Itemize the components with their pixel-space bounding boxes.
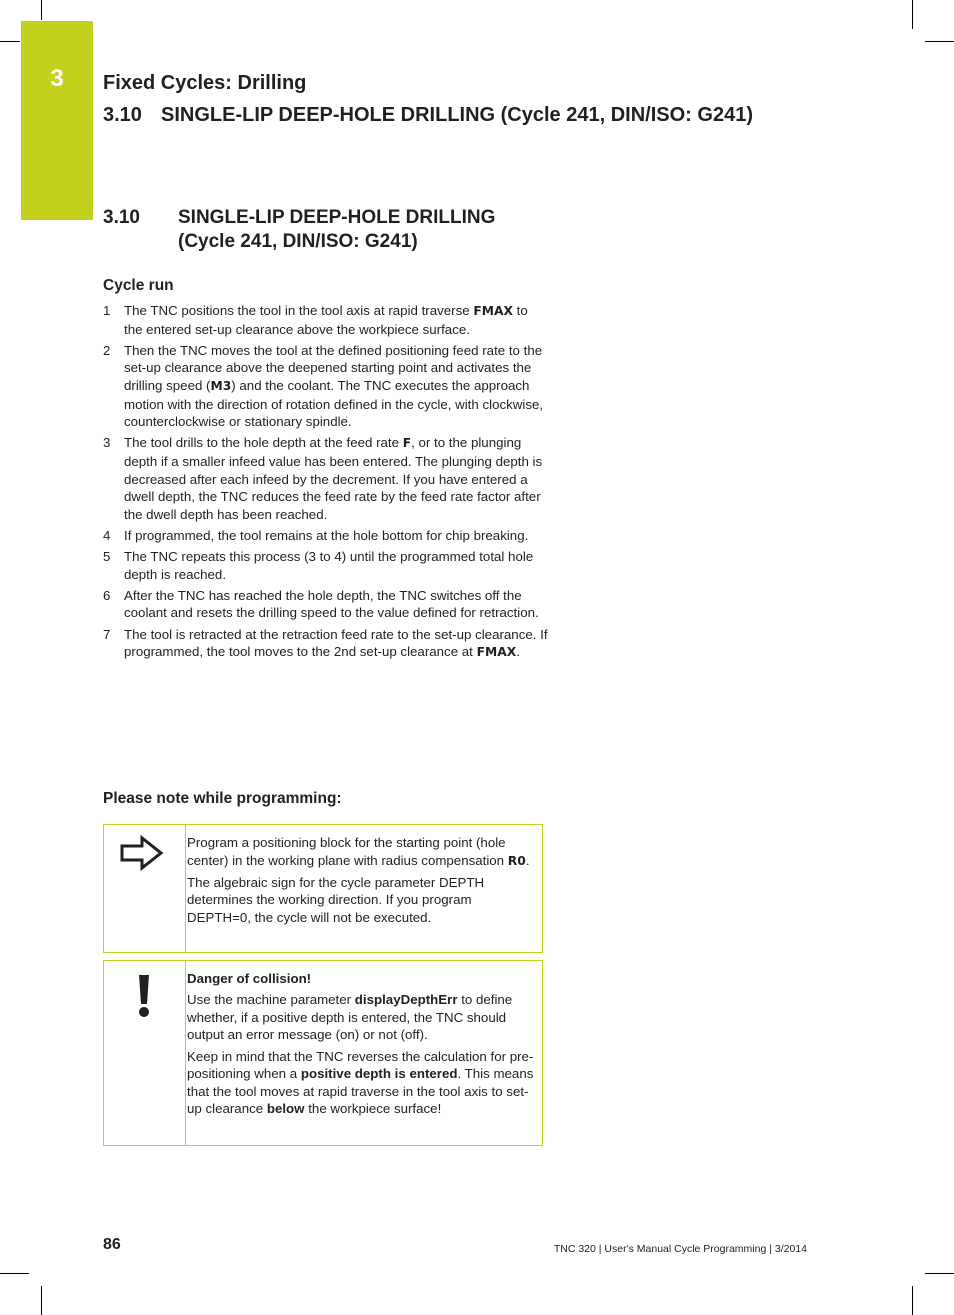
code-fmax: FMAX [476,645,517,660]
code-f: F [402,436,412,451]
code-m3: M3 [210,378,232,393]
running-header [103,104,753,127]
cycle-run-heading: Cycle run [103,277,174,294]
code-fmax: FMAX [473,304,513,318]
note-paragraph: Keep in mind that the TNC reverses the calculation for pre-positioning when a positive depth is entered. This means that the tool moves at rapid traverse in the tool axis to set-up clearance below the workpiece surface! [187,1048,534,1117]
list-item: 3 The tool drills to the hole depth at the feed rate F, or to the plunging depth if a smaller infeed value has been entered. The plunging depth is decreased after each infeed by the decrement. If you have entered a dwell depth, the TNC reduces the feed rate by the feed rate factor after the dwell depth has been reached. [103,435,543,522]
running-header-title: SINGLE-LIP DEEP-HOLE DRILLING (Cycle 241, DIN/ISO: G241) [161,104,753,126]
note-box-warning [103,960,543,1146]
crop-mark [41,0,42,20]
step-number: 3 [103,435,111,451]
list-item: 4 If programmed, the tool remains at the hole bottom for chip breaking. [103,527,529,543]
section-title-line2: (Cycle 241, DIN/ISO: G241) [178,231,418,252]
note-box-info [103,824,543,953]
crop-mark [925,1273,954,1274]
step-number: 1 [103,303,111,318]
note-divider [185,961,186,1145]
parameter-name: displayDepthErr [354,992,458,1008]
list-item: 5 The TNC repeats this process (3 to 4) until the programmed total hole depth is reached. [103,549,534,582]
crop-mark [912,0,913,29]
page-number: 86 [103,1236,121,1253]
chapter-title: Fixed Cycles: Drilling [103,72,307,94]
crop-mark [0,41,20,42]
crop-mark [912,1286,913,1315]
crop-mark [925,41,954,42]
note-content [187,834,535,930]
crop-mark [0,1273,29,1274]
notes-heading: Please note while programming: [103,790,342,807]
exclamation-icon [135,974,153,1025]
note-paragraph: Use the machine parameter displayDepthErr to define whether, if a positive depth is entered, the TNC should output an error message (on) or not (off). [187,992,513,1043]
chapter-tab [21,21,93,220]
list-item: 6 After the TNC has reached the hole depth, the TNC switches off the coolant and resets the drilling speed to the value defined for retraction. [103,587,539,621]
cycle-run-steps [103,302,548,665]
note-warning-title: Danger of collision! [187,971,312,986]
step-number: 6 [103,587,111,603]
code-r0: R0 [507,853,526,868]
note-divider [185,825,186,952]
list-item: 7 The tool is retracted at the retraction feed rate to the set-up clearance. If programmed, the tool moves to the 2nd set-up clearance at FMAX. [103,626,548,660]
step-number: 4 [103,527,111,543]
step-number: 5 [103,549,111,565]
footer-text: TNC 320 | User's Manual Cycle Programming | 3/2014 [553,1243,807,1255]
section-title-line1: SINGLE-LIP DEEP-HOLE DRILLING [178,207,496,228]
list-item: 1 The TNC positions the tool in the tool axis at rapid traverse FMAX to the entered set-up clearance above the workpiece surface. [103,303,528,337]
crop-mark [41,1286,42,1315]
step-number: 2 [103,342,111,358]
note-content [187,970,535,1122]
section-number: 3.10 [103,207,140,228]
step-number: 7 [103,626,111,642]
chapter-number: 3 [50,65,64,92]
note-paragraph: The algebraic sign for the cycle parameter DEPTH determines the working direction. If you program DEPTH=0, the cycle will not be executed. [187,874,485,925]
running-header-number: 3.10 [103,104,142,126]
note-paragraph: Program a positioning block for the starting point (hole center) in the working plane with radius compensation R0. [187,835,530,868]
arrow-right-icon [120,835,164,876]
list-item: 2 Then the TNC moves the tool at the defined positioning feed rate to the set-up clearance above the deepened starting point and activates the drilling speed (M3) and the coolant. The TNC executes the approach motion with the direction of rotation defined in the cycle, with clockwise, counterclockwise or stationary spindle. [103,342,544,430]
